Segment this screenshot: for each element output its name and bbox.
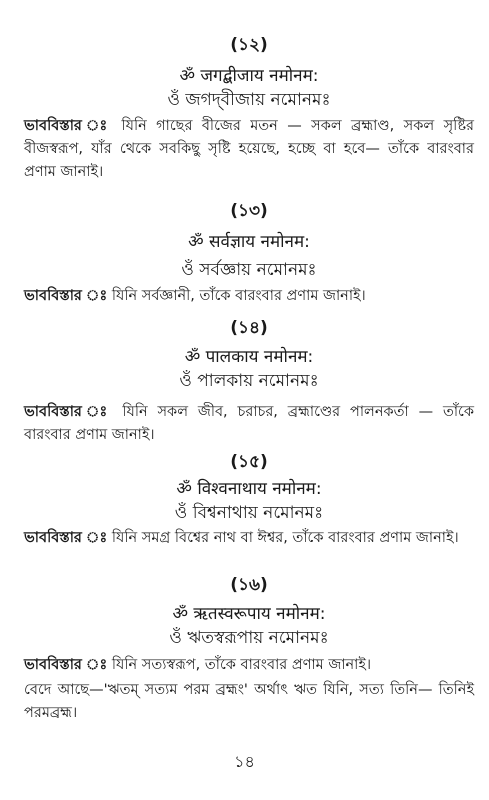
section-number: (১৪) bbox=[230, 318, 268, 338]
sanskrit-mantra: ॐ जगद्बीजाय नमोनम: bbox=[179, 66, 319, 86]
section-15 bbox=[24, 451, 474, 550]
sanskrit-mantra: ॐ सर्वज्ञाय नमोनम: bbox=[188, 232, 310, 252]
bengali-mantra: ওঁ বিশ্বনাথায় নমোনমঃ bbox=[174, 503, 324, 523]
bengali-mantra: ওঁ জগদ্‌বীজায় নমোনমঃ bbox=[167, 90, 331, 110]
section-14 bbox=[24, 317, 474, 447]
explanation-text: যিনি সকল জীব, চরাচর, ব্রহ্মাণ্ডের পালনকর্তা — তাঁকে বারংবার প্রণাম জানাই। bbox=[24, 404, 474, 443]
section-number: (১২) bbox=[230, 35, 268, 55]
vedic-quote-paragraph: বেদে আছে—'ঋতম্ সত্যম পরম ব্রহ্মং' অর্থাৎ ঋত যিনি, সত্য তিনি— তিনিই পরমব্রহ্ম। bbox=[24, 682, 474, 721]
explanation-label: ভাববিস্তার ঃ bbox=[24, 404, 113, 420]
section-13 bbox=[24, 200, 474, 308]
explanation-text: যিনি গাছের বীজের মতন — সকল ব্রহ্মাণ্ড, সকল সৃষ্টির বীজস্বরূপ, যাঁর থেকে সবকিছু সৃষ্টি হয়েছে, হচ্ছে বা হবে— তাঁকে বারংবার প্রণাম জানাই। bbox=[24, 118, 474, 180]
section-16 bbox=[24, 574, 474, 725]
explanation-label: ভাববিস্তার ঃ bbox=[24, 530, 108, 546]
sanskrit-mantra: ॐ ऋतस्वरूपाय नमोनम: bbox=[172, 604, 326, 624]
sanskrit-mantra: ॐ पालकाय नमोनम: bbox=[184, 347, 314, 367]
bengali-mantra: ওঁ সর্বজ্ঞায় নমোনমঃ bbox=[181, 260, 317, 280]
explanation-text: যিনি সত্যস্বরূপ, তাঁকে বারংবার প্রণাম জানাই। bbox=[111, 657, 372, 673]
explanation-text: যিনি সর্বজ্ঞানী, তাঁকে বারংবার প্রণাম জানাই। bbox=[111, 288, 366, 304]
explanation-paragraph bbox=[24, 285, 474, 308]
sanskrit-mantra: ॐ विश्वनाथाय नमोनम: bbox=[176, 479, 322, 499]
bengali-mantra: ওঁ পালকায় নমোনমঃ bbox=[179, 371, 319, 391]
section-12 bbox=[24, 34, 474, 184]
section-number: (১৬) bbox=[230, 575, 268, 595]
explanation-paragraph bbox=[24, 115, 474, 184]
page-number: ১৪ bbox=[234, 752, 255, 771]
explanation-paragraph bbox=[24, 527, 474, 550]
section-number: (১৫) bbox=[230, 452, 268, 472]
explanation-label: ভাববিস্তার ঃ bbox=[24, 288, 108, 304]
explanation-paragraph bbox=[24, 654, 474, 677]
explanation-label: ভাববিস্তার ঃ bbox=[24, 657, 108, 673]
explanation-text: যিনি সমগ্র বিশ্বের নাথ বা ঈশ্বর, তাঁকে বারংবার প্রণাম জানাই। bbox=[111, 530, 459, 546]
explanation-paragraph bbox=[24, 401, 474, 447]
bengali-mantra: ওঁ ঋতস্বরূপায় নমোনমঃ bbox=[169, 628, 329, 648]
explanation-label: ভাববিস্তার ঃ bbox=[24, 118, 113, 134]
section-number: (১৩) bbox=[230, 201, 268, 221]
